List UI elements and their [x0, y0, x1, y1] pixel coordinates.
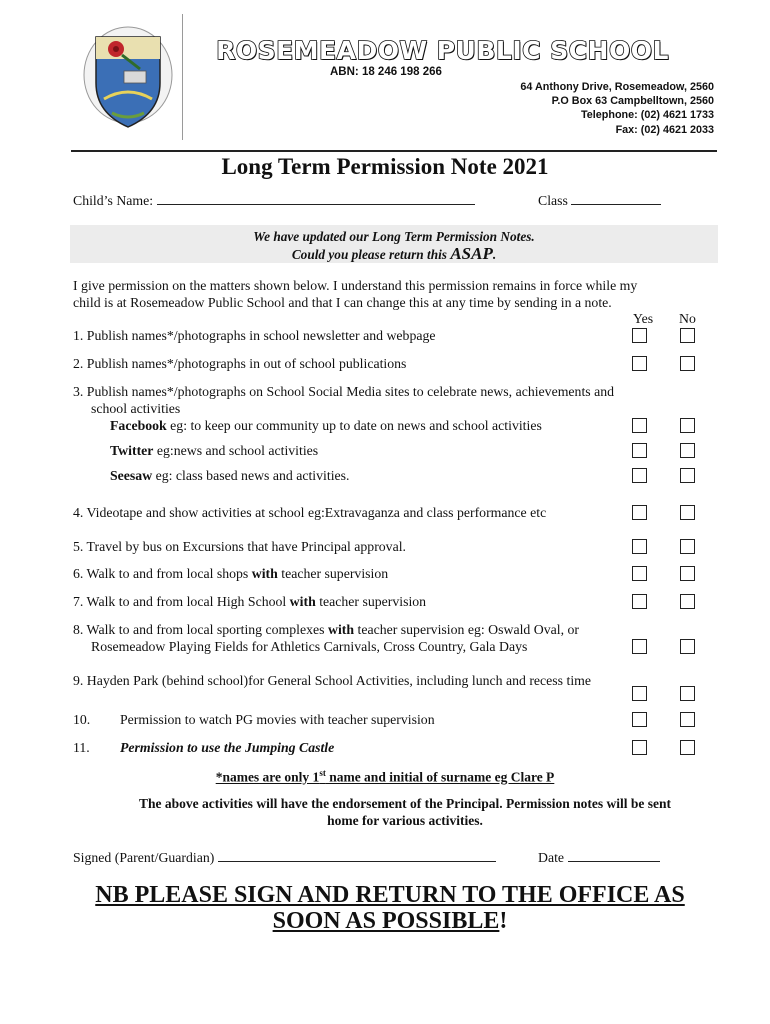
school-crest-logo	[82, 25, 174, 133]
item-10-yes-checkbox[interactable]	[632, 712, 647, 727]
item-3-seesaw-no-checkbox[interactable]	[680, 468, 695, 483]
notice-exclamation: !	[499, 908, 508, 934]
item-5-text: 5. Travel by bus on Excursions that have Principal approval.	[73, 539, 406, 554]
class-line[interactable]	[571, 193, 661, 205]
header-divider	[182, 14, 183, 140]
asap-emphasis: ASAP	[450, 244, 493, 263]
facebook-text: eg: to keep our community up to date on news and school activities	[166, 418, 542, 433]
signature-field[interactable]	[73, 849, 496, 866]
class-field[interactable]	[538, 192, 661, 209]
seesaw-text: eg: class based news and activities.	[152, 468, 350, 483]
item-8-text	[73, 621, 579, 638]
banner-line-2-text: Could you please return this	[291, 247, 451, 262]
item-11-number: 11.	[73, 740, 90, 755]
child-name-label: Child’s Name:	[73, 193, 154, 208]
item-6-text	[73, 565, 388, 582]
item-2-text: 2. Publish names*/photographs in out of school publications	[73, 356, 407, 371]
item-2-no-checkbox[interactable]	[680, 356, 695, 371]
banner-line-2-end: .	[492, 247, 497, 262]
item-3-facebook-yes-checkbox[interactable]	[632, 418, 647, 433]
item-3-text: 3. Publish names*/photographs on School Social Media sites to celebrate news, achievements and	[73, 384, 615, 399]
item-7-no-checkbox[interactable]	[680, 594, 695, 609]
item-8-no-checkbox[interactable]	[680, 639, 695, 654]
item-2-yes-checkbox[interactable]	[632, 356, 647, 371]
names-footnote	[0, 768, 770, 786]
item-7-yes-checkbox[interactable]	[632, 594, 647, 609]
signature-line[interactable]	[218, 850, 496, 862]
item-3-twitter-no-checkbox[interactable]	[680, 443, 695, 458]
return-notice	[60, 882, 720, 934]
item-3-seesaw	[110, 467, 349, 484]
item-3-seesaw-yes-checkbox[interactable]	[632, 468, 647, 483]
item-5-yes-checkbox[interactable]	[632, 539, 647, 554]
item-6-no-checkbox[interactable]	[680, 566, 695, 581]
item-1-text: 1. Publish names*/photographs in school newsletter and webpage	[73, 328, 436, 343]
item-3-facebook	[110, 417, 542, 434]
item-11-text: Permission to use the Jumping Castle	[120, 740, 335, 755]
item-8-text-end: teacher supervision eg: Oswald Oval, or	[354, 622, 579, 637]
endorsement-line-1: The above activities will have the endorsement of the Principal. Permission notes will be sent	[138, 796, 672, 811]
item-8-text-cont: Rosemeadow Playing Fields for Athletics Carnivals, Cross Country, Gala Days	[91, 639, 528, 654]
endorsement-line-2: home for various activities.	[327, 813, 483, 828]
notice-line-1: NB PLEASE SIGN AND RETURN TO THE OFFICE AS	[95, 882, 685, 908]
twitter-text: eg:news and school activities	[153, 443, 319, 458]
facebook-label: Facebook	[110, 418, 167, 433]
page-title: Long Term Permission Note 2021	[221, 154, 549, 179]
child-name-line[interactable]	[157, 193, 475, 205]
item-6-text-end: teacher supervision	[277, 566, 389, 581]
item-3-facebook-no-checkbox[interactable]	[680, 418, 695, 433]
item-10-no-checkbox[interactable]	[680, 712, 695, 727]
date-line[interactable]	[568, 850, 660, 862]
twitter-label: Twitter	[110, 443, 154, 458]
item-6-yes-checkbox[interactable]	[632, 566, 647, 581]
item-6-text-start: 6. Walk to and from local shops	[73, 566, 252, 581]
notice-line-2	[60, 908, 720, 934]
item-8-with: with	[327, 622, 355, 637]
date-field[interactable]	[538, 849, 660, 866]
item-4-text: 4. Videotape and show activities at school eg:Extravaganza and class performance etc	[73, 505, 547, 520]
item-7-with: with	[289, 594, 316, 609]
endorsement-note	[90, 795, 720, 829]
item-6-with: with	[251, 566, 278, 581]
item-9-yes-checkbox[interactable]	[632, 686, 647, 701]
notice-line-2-text: SOON AS POSSIBLE	[272, 908, 500, 934]
item-3-twitter-yes-checkbox[interactable]	[632, 443, 647, 458]
update-banner	[70, 225, 718, 263]
intro-line-1: I give permission on the matters shown below. I understand this permission remains in force while my	[73, 278, 638, 293]
item-8-yes-checkbox[interactable]	[632, 639, 647, 654]
signature-label: Signed (Parent/Guardian)	[73, 850, 215, 865]
item-10-text: Permission to watch PG movies with teacher supervision	[120, 712, 435, 727]
item-7-text	[73, 593, 426, 610]
footnote-superscript: st	[319, 768, 326, 778]
address-line: P.O Box 63 Campbelltown, 2560	[551, 95, 714, 108]
child-name-field[interactable]	[73, 192, 475, 209]
item-11-no-checkbox[interactable]	[680, 740, 695, 755]
abn-number: ABN: 18 246 198 266	[330, 66, 442, 78]
banner-line-1: We have updated our Long Term Permission Notes.	[253, 229, 535, 244]
item-11-yes-checkbox[interactable]	[632, 740, 647, 755]
no-column-header: No	[679, 311, 696, 326]
school-address	[520, 80, 714, 137]
item-8-text-start: 8. Walk to and from local sporting complexes	[73, 622, 328, 637]
banner-line-2	[70, 245, 718, 263]
yes-column-header: Yes	[633, 311, 654, 326]
item-4-yes-checkbox[interactable]	[632, 505, 647, 520]
item-7-text-end: teacher supervision	[315, 594, 427, 609]
item-10-number: 10.	[73, 712, 91, 727]
date-label: Date	[538, 850, 565, 865]
address-line: Fax: (02) 4621 2033	[615, 123, 714, 136]
item-3-twitter	[110, 442, 318, 459]
header-rule	[71, 150, 717, 152]
address-line: 64 Anthony Drive, Rosemeadow, 2560	[520, 81, 714, 93]
item-7-text-start: 7. Walk to and from local High School	[73, 594, 290, 609]
item-5-no-checkbox[interactable]	[680, 539, 695, 554]
address-line: Telephone: (02) 4621 1733	[580, 109, 714, 122]
item-4-no-checkbox[interactable]	[680, 505, 695, 520]
item-1-no-checkbox[interactable]	[680, 328, 695, 343]
item-9-text: 9. Hayden Park (behind school)for General School Activities, including lunch and recess time	[73, 673, 592, 688]
item-3-text-cont: school activities	[91, 401, 181, 416]
item-9-no-checkbox[interactable]	[680, 686, 695, 701]
footnote-text-start: *names are only 1	[215, 769, 320, 785]
class-label: Class	[538, 193, 568, 208]
footnote-text-end: name and initial of surname eg Clare P	[325, 769, 555, 785]
intro-line-2: child is at Rosemeadow Public School and that I can change this at any time by sending in a note.	[73, 295, 612, 310]
item-1-yes-checkbox[interactable]	[632, 328, 647, 343]
seesaw-label: Seesaw	[110, 468, 153, 483]
school-name: ROSEMEADOW PUBLIC SCHOOL	[216, 36, 669, 65]
